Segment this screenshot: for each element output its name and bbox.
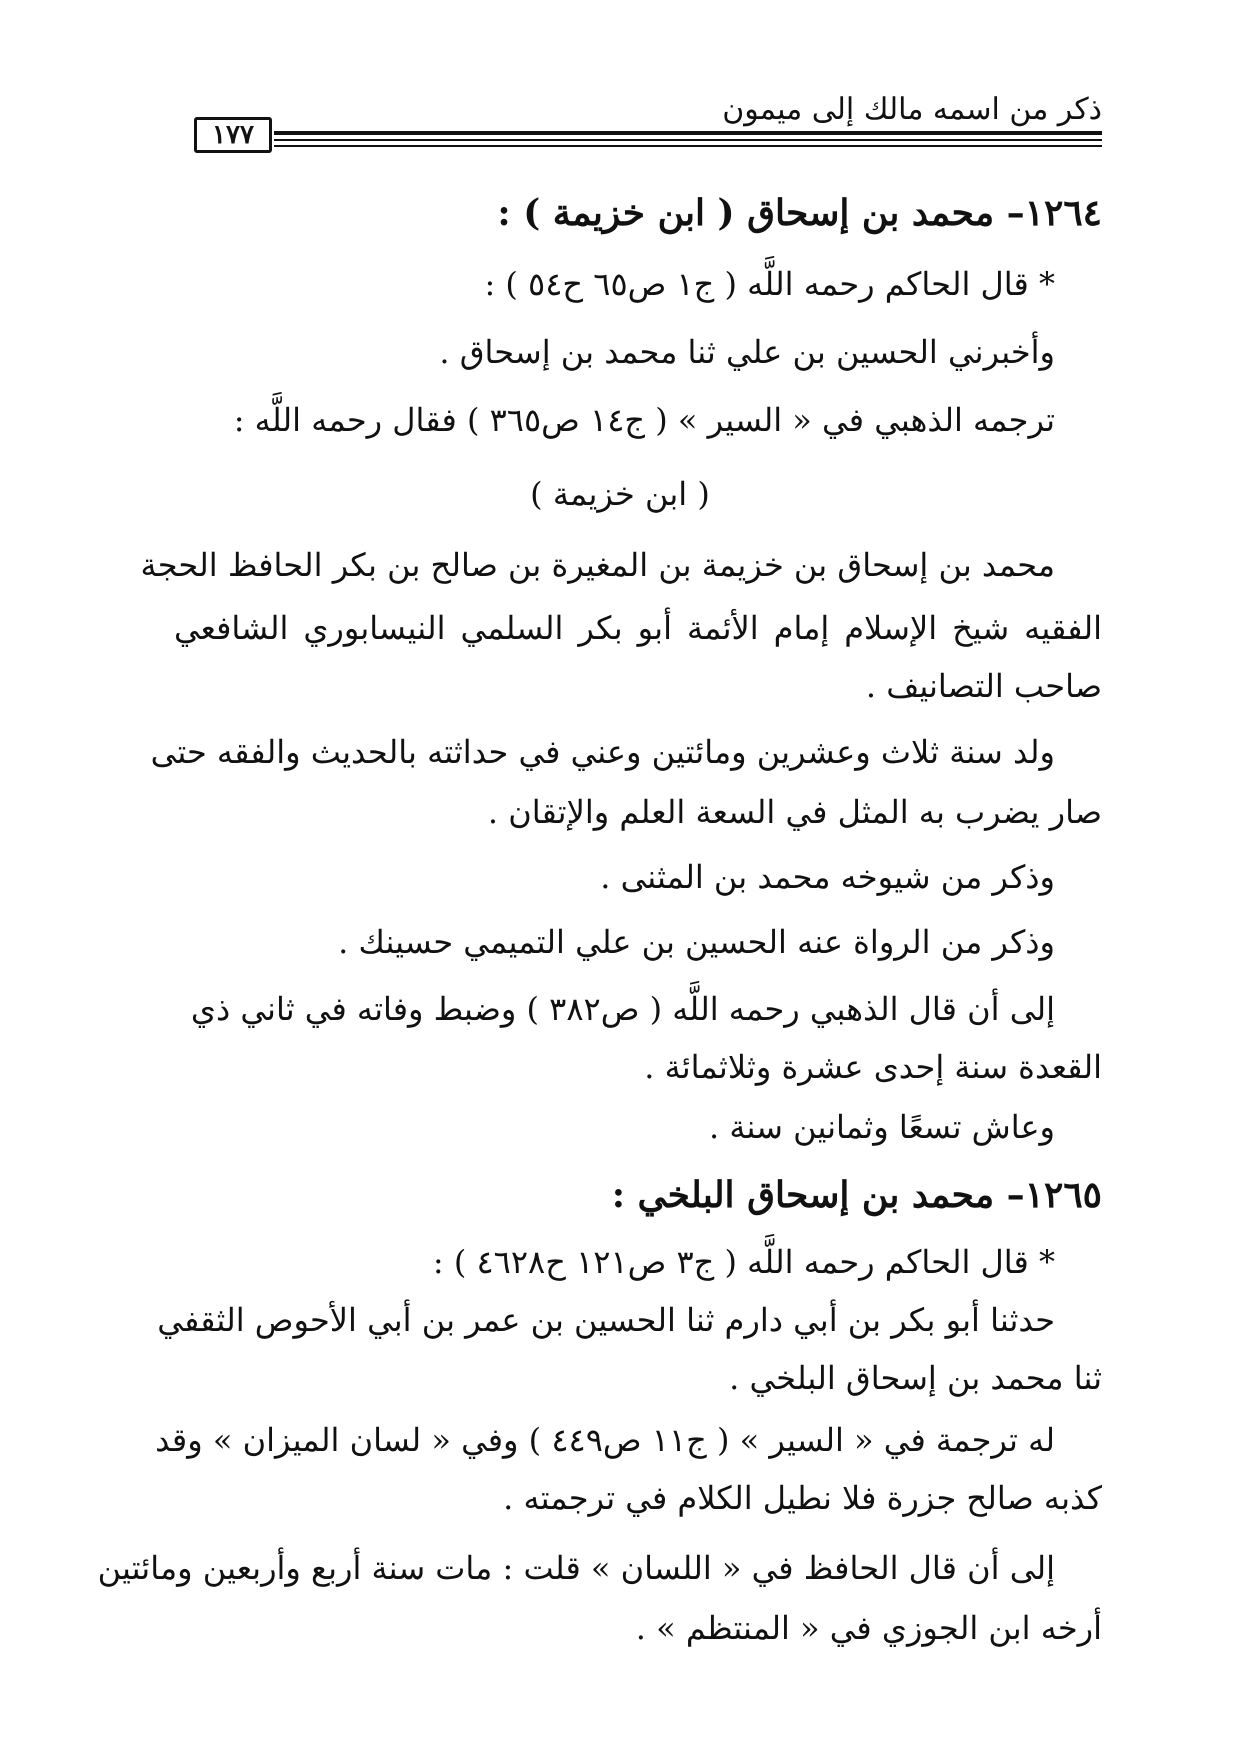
- biography-text-line: أرخه ابن الجوزي في « المنتظم » .: [635, 1609, 1102, 1647]
- header-rule: [274, 131, 1102, 135]
- biography-text-line: صاحب التصانيف .: [865, 667, 1102, 705]
- biography-text-line: ولد سنة ثلاث وعشرين ومائتين وعني في حداثته بالحديث والفقه حتى: [150, 733, 1055, 771]
- hakim-citation: * قال الحاكم رحمه اللَّه ( ج٣ ص١٢١ ح٤٦٢٨ ) :: [432, 1243, 1055, 1281]
- biography-text-line: إلى أن قال الذهبي رحمه اللَّه ( ص٣٨٢ ) وضبط وفاته في ثاني ذي: [190, 990, 1055, 1028]
- biography-text-line: وذكر من الرواة عنه الحسين بن علي التميمي حسينك .: [338, 923, 1055, 961]
- biography-text-line: الفقيه شيخ الإسلام إمام الأئمة أبو بكر السلمي النيسابوري الشافعي: [174, 609, 1103, 647]
- biography-text-line: له ترجمة في « السير » ( ج١١ ص٤٤٩ ) وفي « لسان الميزان » وقد: [155, 1421, 1055, 1459]
- dhahabi-citation: ترجمه الذهبي في « السير » ( ج١٤ ص٣٦٥ ) فقال رحمه اللَّه :: [233, 401, 1055, 439]
- header-rule: [274, 139, 1102, 141]
- biography-text-line: صار يضرب به المثل في السعة العلم والإتقان .: [487, 793, 1102, 831]
- isnad-line: حدثنا أبو بكر بن أبي دارم ثنا الحسين بن عمر بن أبي الأحوص الثقفي: [157, 1301, 1055, 1339]
- section-subtitle: ( ابن خزيمة ): [530, 475, 710, 513]
- entry-heading-1265: ١٢٦٥– محمد بن إسحاق البلخي :: [611, 1174, 1102, 1216]
- biography-text-line: وذكر من شيوخه محمد بن المثنى .: [600, 858, 1055, 896]
- entry-heading-1264: ١٢٦٤– محمد بن إسحاق ( ابن خزيمة ) :: [497, 192, 1102, 234]
- header-rule: [274, 145, 1102, 147]
- isnad-line: ثنا محمد بن إسحاق البلخي .: [729, 1359, 1102, 1397]
- biography-text-line: كذبه صالح جزرة فلا نطيل الكلام في ترجمته .: [503, 1479, 1102, 1517]
- hakim-citation: * قال الحاكم رحمه اللَّه ( ج١ ص٦٥ ح٥٤ ) :: [484, 265, 1055, 303]
- biography-text-line: إلى أن قال الحافظ في « اللسان » قلت : مات سنة أربع وأربعين ومائتين: [97, 1549, 1055, 1587]
- isnad-line: وأخبرني الحسين بن علي ثنا محمد بن إسحاق .: [439, 333, 1055, 371]
- page-number: ١٧٧: [194, 117, 272, 153]
- running-header-title: ذكر من اسمه مالك إلى ميمون: [722, 92, 1102, 127]
- biography-text-line: محمد بن إسحاق بن خزيمة بن المغيرة بن صالح بن بكر الحافظ الحجة: [140, 546, 1055, 584]
- biography-text-line: وعاش تسعًا وثمانين سنة .: [708, 1108, 1055, 1146]
- biography-text-line: القعدة سنة إحدى عشرة وثلاثمائة .: [644, 1048, 1102, 1086]
